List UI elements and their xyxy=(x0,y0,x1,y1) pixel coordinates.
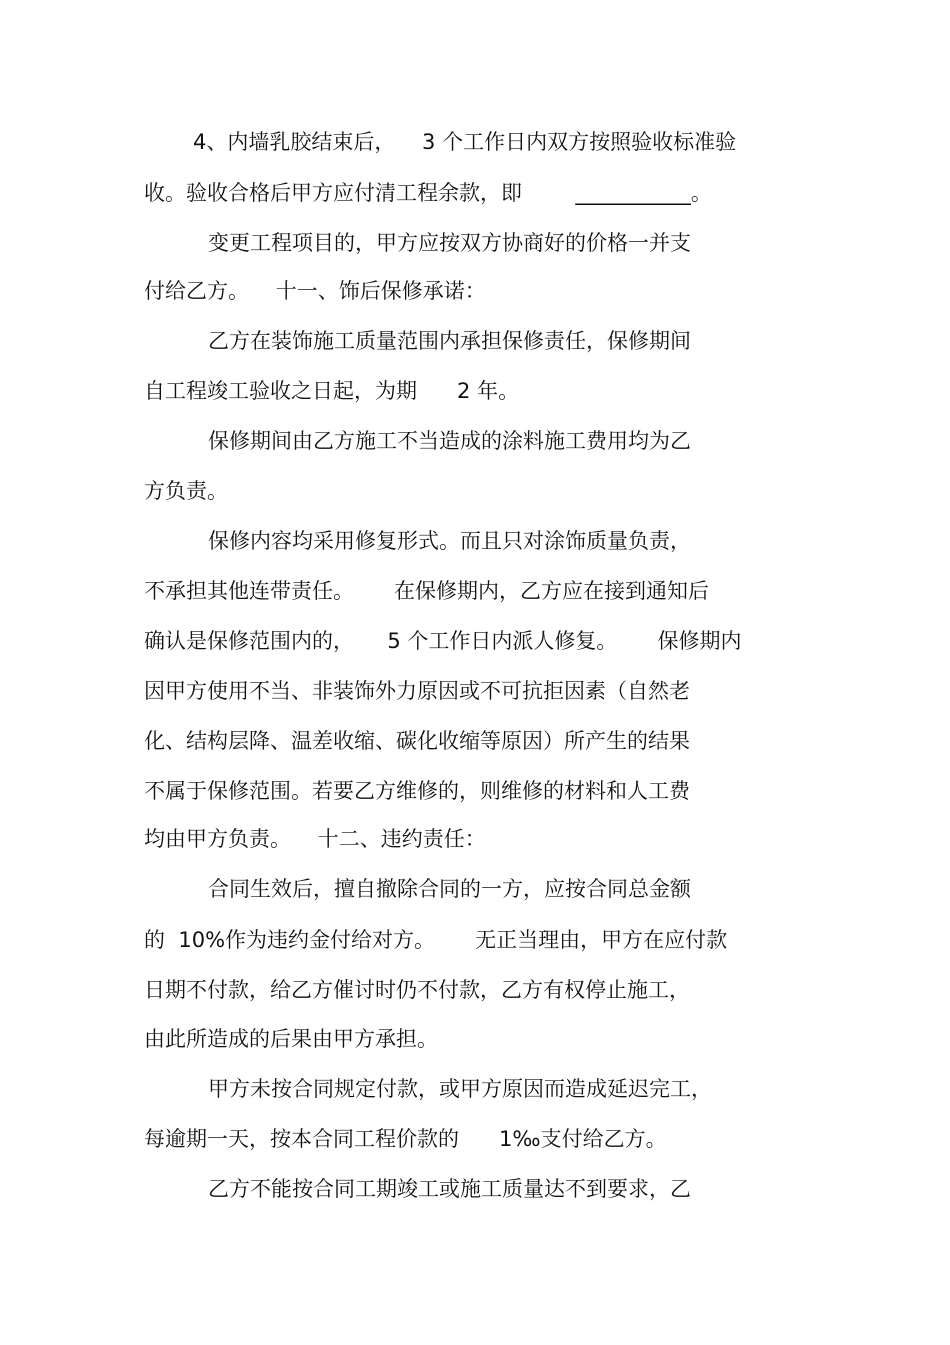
text-line: 保修内容均采用修复形式。而且只对涂饰质量负责， xyxy=(208,529,691,553)
text-line: 化、结构层降、温差收缩、碳化收缩等原因）所产生的结果 xyxy=(144,729,690,753)
text-line: 的 10%作为违约金付给对方。 无正当理由，甲方在应付款 xyxy=(144,928,728,952)
text-line: 不属于保修范围。若要乙方维修的，则维修的材料和人工费 xyxy=(144,779,690,803)
text-line: 合同生效后，擅自撤除合同的一方，应按合同总金额 xyxy=(208,877,691,901)
text-line: 自工程竣工验收之日起，为期 2 年。 xyxy=(144,379,520,403)
text-line: 不承担其他连带责任。 在保修期内，乙方应在接到通知后 xyxy=(144,579,710,603)
text-line: 因甲方使用不当、非装饰外力原因或不可抗拒因素（自然老 xyxy=(144,679,690,703)
text-line: 保修期间由乙方施工不当造成的涂料施工费用均为乙 xyxy=(208,429,691,453)
text-line: 日期不付款，给乙方催讨时仍不付款，乙方有权停止施工， xyxy=(144,978,690,1002)
text-line: 变更工程项目的，甲方应按双方协商好的价格一并支 xyxy=(208,231,691,255)
text-line: 每逾期一天，按本合同工程价款的 1‰支付给乙方。 xyxy=(144,1127,667,1151)
text-line: 收。验收合格后甲方应付清工程余款，即 ___________。 xyxy=(144,181,712,205)
text-line: 均由甲方负责。 十二、违约责任： xyxy=(144,827,486,851)
text-line: 确认是保修范围内的， 5 个工作日内派人修复。 保修期内 xyxy=(144,629,742,653)
text-line: 乙方不能按合同工期竣工或施工质量达不到要求，乙 xyxy=(208,1177,691,1201)
text-line: 付给乙方。 十一、饰后保修承诺： xyxy=(144,279,486,303)
text-line: 乙方在装饰施工质量范围内承担保修责任，保修期间 xyxy=(208,329,691,353)
text-line: 4、内墙乳胶结束后， 3 个工作日内双方按照验收标准验 xyxy=(193,130,737,154)
text-line: 方负责。 xyxy=(144,479,228,503)
text-line: 由此所造成的后果由甲方承担。 xyxy=(144,1027,438,1051)
text-line: 甲方未按合同规定付款，或甲方原因而造成延迟完工， xyxy=(208,1077,712,1101)
